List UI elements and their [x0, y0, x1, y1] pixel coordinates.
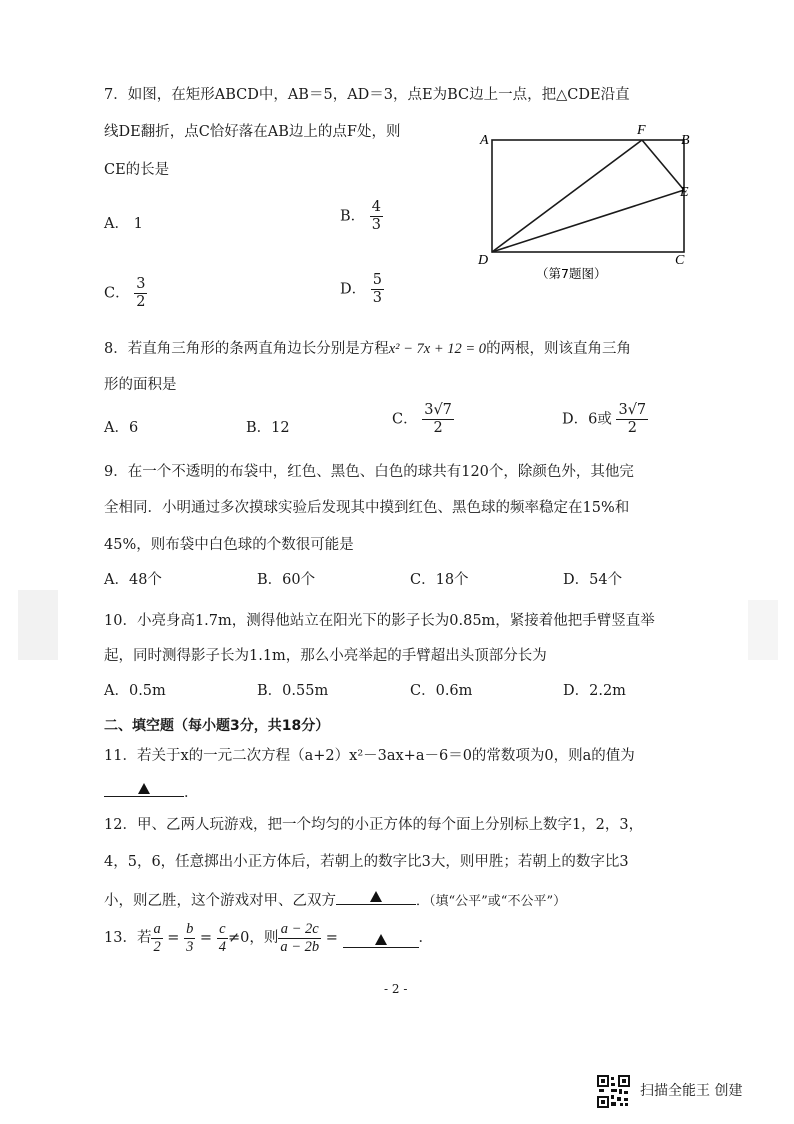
q8-option-d [562, 402, 648, 437]
label-f: F [637, 123, 646, 138]
page-number: - 2 - [384, 982, 408, 996]
q7-line2: 线DE翻折，点C恰好落在AB边上的点F处，则 [104, 124, 401, 140]
q7-option-c-num: 3 [136, 276, 146, 292]
q8-option-a: A．6 [104, 420, 139, 436]
section-2-title: 二、填空题（每小题3分，共18分） [104, 718, 330, 734]
qr-code-icon [597, 1075, 630, 1108]
q7-line1: 7．如图，在矩形ABCD中，AB＝5，AD＝3，点E为BC边上一点，把△CDE沿直 [104, 87, 630, 103]
triangle-icon [370, 891, 382, 902]
footer-watermark: 扫描全能王 创建 [640, 1083, 743, 1099]
q7-option-c-den: 2 [136, 294, 146, 310]
q7-option-b-fraction [370, 199, 383, 234]
q12-line3-text: 小，则乙胜，这个游戏对甲、乙双方 [104, 893, 336, 909]
scan-shadow-left [18, 590, 58, 660]
q13-f2-num: b [186, 920, 194, 937]
q8-option-c-num: 3√7 [424, 402, 452, 418]
q9-option-c: C．18个 [410, 572, 469, 588]
q7-option-c-label: C． [104, 285, 130, 302]
label-d: D [478, 253, 489, 268]
q12-line1: 12．甲、乙两人玩游戏，把一个均匀的小正方体的每个面上分别标上数字1，2，3， [104, 817, 644, 833]
q8-line2: 形的面积是 [104, 377, 177, 393]
q13-f1-num: a [153, 920, 161, 937]
triangle-icon [138, 783, 150, 794]
q9-option-a: A．48个 [104, 572, 162, 588]
q13-f1-den: 2 [153, 938, 161, 955]
q11-line2-end: ． [184, 785, 199, 801]
q13-f2-den: 3 [186, 938, 194, 955]
segment-fe [642, 140, 684, 190]
q7-option-b-label: B． [340, 208, 366, 225]
q13-fraction-target [278, 921, 321, 956]
q12-line2: 4，5，6，任意掷出小正方体后，若朝上的数字比3大，则甲胜；若朝上的数字比3 [104, 854, 629, 870]
q10-option-d: D．2.2m [563, 683, 626, 699]
q10-line2: 起，同时测得影子长为1.1m，那么小亮举起的手臂超出头顶部分长为 [104, 648, 547, 664]
q9-line2: 全相同．小明通过多次摸球实验后发现其中摸到红色、黑色球的频率稳定在15%和 [104, 500, 630, 516]
q7-figure [470, 118, 700, 293]
q7-option-b-num: 4 [371, 199, 381, 215]
label-c: C [675, 253, 685, 268]
q7-option-d [340, 272, 384, 307]
q8-option-b: B．12 [246, 420, 290, 436]
q8-suffix: 的两根，则该直角三角 [486, 341, 632, 357]
q13-f4-den: a − 2b [280, 938, 320, 955]
q7-option-b [340, 199, 383, 234]
segment-de [492, 190, 684, 252]
q7-option-d-num: 5 [372, 272, 382, 288]
q13-line: 13．若 $\frac{a}{2}$ = $\frac{b}{3}$ = $\frac{c}{4}$ ≠0，则 $\frac{a - 2c}{a - 2b}$ = ． [104, 920, 433, 955]
q7-option-d-den: 3 [372, 290, 382, 306]
q13-fraction-b [184, 921, 195, 956]
q8-option-d-fraction [616, 402, 648, 437]
q10-line1: 10．小亮身高1.7m，测得他站立在阳光下的影子长为0.85m，紧接着他把手臂竖直举 [104, 613, 655, 629]
q8-option-c-den: 2 [433, 420, 443, 436]
q13-f3-num: c [217, 921, 228, 939]
q13-answer-blank[interactable] [343, 929, 419, 948]
q8-option-d-den: 2 [627, 420, 637, 436]
q8-prefix: 8．若直角三角形的条两直角边长分别是方程 [104, 341, 389, 357]
q13-end: ． [418, 930, 433, 946]
segment-df [492, 140, 642, 252]
q8-equation: x² − 7x + 12 = 0 [388, 341, 487, 357]
q11-line1: 11．若关于x的一元二次方程（a+2）x²－3ax+a－6＝0的常数项为0，则a的值为 [104, 748, 635, 764]
label-e: E [680, 185, 689, 200]
q7-option-a-label: A． [104, 216, 129, 232]
figure-caption: （第7题图） [536, 266, 607, 281]
q10-option-b: B．0.55m [257, 683, 329, 699]
q9-line3: 45%，则布袋中白色球的个数很可能是 [104, 537, 354, 553]
q13-f3-den: 4 [218, 938, 226, 955]
q13-fraction-c [217, 921, 228, 956]
label-a: A [480, 133, 489, 148]
label-b: B [681, 133, 690, 148]
q11-line2 [104, 778, 199, 803]
q7-line3: CE的长是 [104, 162, 170, 178]
q10-option-a: A．0.5m [104, 683, 166, 699]
q13-mid: ≠0，则 [227, 930, 279, 946]
q7-option-c-fraction [134, 276, 147, 311]
q8-option-c-fraction [422, 402, 454, 437]
q9-line1: 9．在一个不透明的布袋中，红色、黑色、白色的球共有120个，除颜色外，其他完 [104, 464, 634, 480]
triangle-icon [375, 934, 387, 945]
q8-option-c [392, 402, 454, 437]
q8-option-d-label: D．6或 [562, 411, 612, 428]
q9-option-b: B．60个 [257, 572, 316, 588]
q8-line1 [104, 339, 631, 359]
q7-option-a [104, 214, 143, 234]
q7-option-b-den: 3 [371, 217, 381, 233]
q10-option-c: C．0.6m [410, 683, 473, 699]
q12-line3-end: ．（填“公平”或“不公平”） [416, 894, 567, 909]
q13-f4-num: a − 2c [278, 921, 321, 939]
q8-option-c-label: C． [392, 411, 418, 428]
q12-line3 [104, 886, 566, 912]
q7-option-a-value: 1 [133, 216, 143, 232]
q11-answer-blank[interactable] [104, 778, 184, 797]
q7-option-c [104, 276, 147, 311]
q13-prefix: 13．若 [104, 930, 152, 946]
scan-shadow-right [748, 600, 778, 660]
q13-fraction-a [151, 921, 162, 956]
q12-answer-blank[interactable] [336, 886, 416, 905]
q9-option-d: D．54个 [563, 572, 623, 588]
q7-option-d-label: D． [340, 281, 367, 298]
q7-option-d-fraction [371, 272, 384, 307]
q8-option-d-num: 3√7 [618, 402, 647, 418]
